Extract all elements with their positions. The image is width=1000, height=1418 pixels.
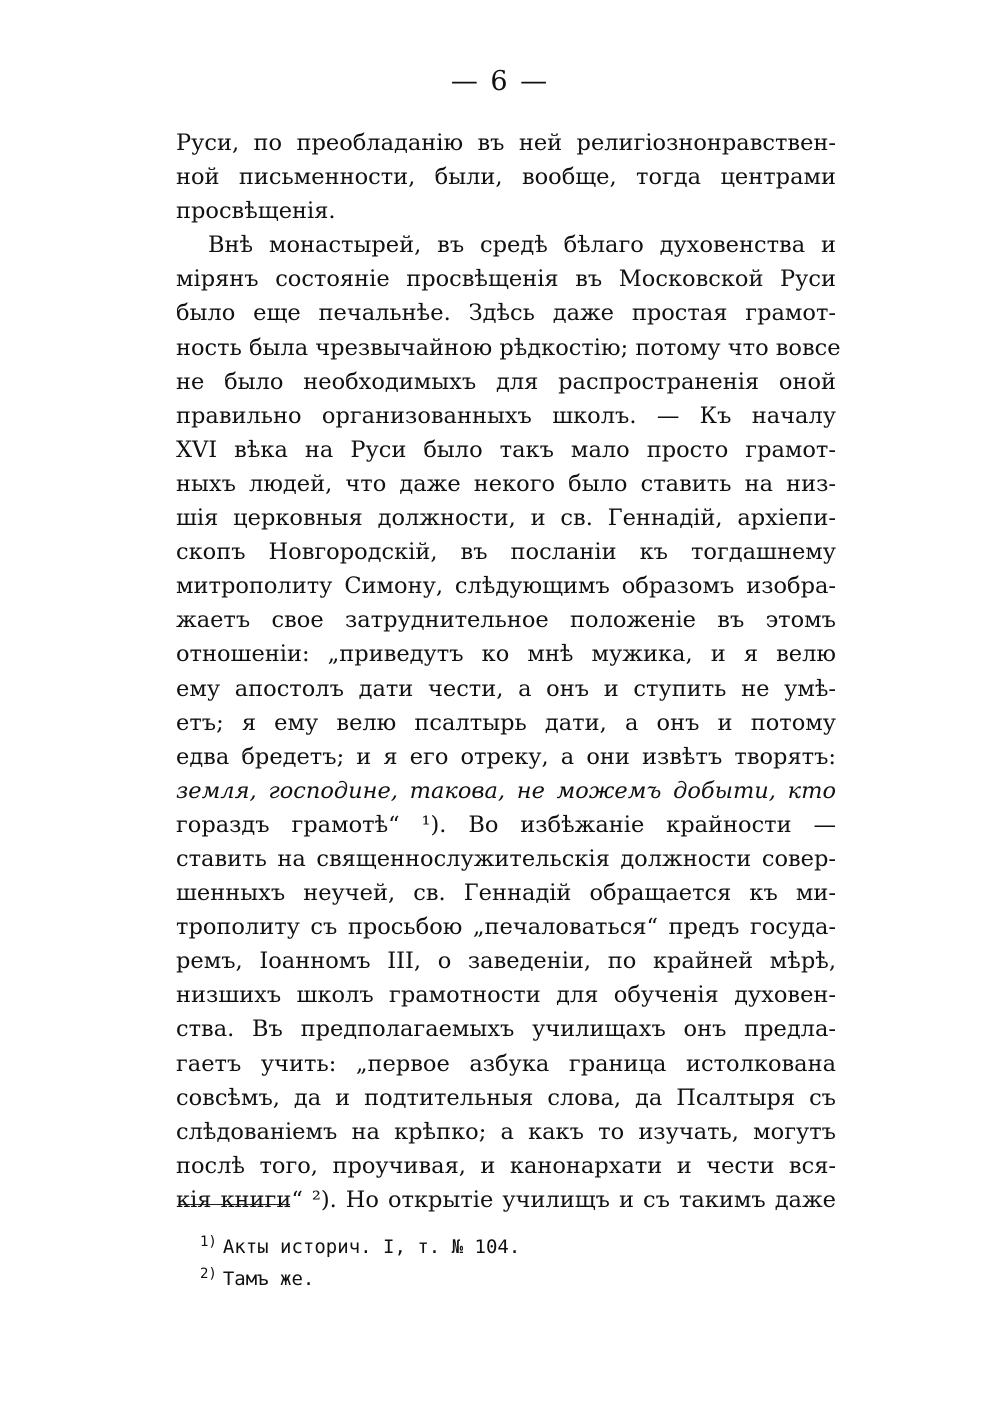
footnote-2 bbox=[200, 1258, 520, 1290]
text-line: низшихъ школъ грамотности для обученія духовен- bbox=[176, 982, 836, 1009]
text-line: шія церковныя должности, и св. Геннадій, архіепи- bbox=[176, 505, 836, 532]
text-line: шенныхъ неучей, св. Геннадій обращается къ ми- bbox=[176, 880, 836, 907]
page-number: — 6 — bbox=[450, 66, 550, 97]
text-line: ныхъ людей, что даже некого было ставить на низ- bbox=[176, 470, 836, 497]
text-line: ства. Въ предполагаемыхъ училищахъ онъ предла- bbox=[176, 1016, 836, 1043]
text-line: етъ; я ему велю псалтырь дати, а онъ и потому bbox=[176, 709, 836, 736]
text-line: Руси, по преобладанію въ ней религіознонравствен- bbox=[176, 130, 836, 156]
footnote-mark: 1) bbox=[200, 1234, 217, 1250]
paragraph-first-line: Внѣ монастырей, въ средѣ бѣлаго духовенства и bbox=[208, 232, 836, 259]
text-line: послѣ того, проучивая, и канонархати и чести вся- bbox=[176, 1152, 836, 1179]
text-line: жаетъ свое затруднительное положеніе въ этомъ bbox=[176, 607, 836, 634]
text-line: скопъ Новгородскій, въ посланіи къ тогдашнему bbox=[176, 539, 836, 566]
footnote-text: Акты историч. I, т. № 104. bbox=[222, 1236, 521, 1258]
text-line: совсѣмъ, да и подтительныя слова, да Псалтыря съ bbox=[176, 1084, 836, 1111]
quote-italic-line: земля, господине, такова, не можемъ добыти, кто bbox=[176, 777, 836, 804]
text-line: правильно организованныхъ школъ. — Къ началу bbox=[176, 402, 836, 429]
text-line: ставить на священнослужительскія должности совер- bbox=[176, 845, 836, 872]
text-line: отношеніи: „приведутъ ко мнѣ мужика, и я велю bbox=[176, 641, 836, 668]
text-line: гаетъ учить: „первое азбука граница истолкована bbox=[176, 1050, 836, 1077]
footnote-mark: 2) bbox=[200, 1266, 217, 1282]
text-line: ему апостолъ дати чести, а онъ и ступить не умѣ- bbox=[176, 675, 836, 702]
text-line: не было необходимыхъ для распространенія оной bbox=[176, 368, 836, 395]
text-line: ремъ, Іоанномъ III, о заведеніи, по крайней мѣрѣ, bbox=[176, 948, 836, 975]
text-line: трополиту съ просьбою „печаловаться“ предъ госуда- bbox=[176, 914, 836, 941]
footnote-text: Тамъ же. bbox=[222, 1268, 315, 1290]
text-line: мірянъ состояніе просвѣщенія въ Московской Руси bbox=[176, 266, 836, 293]
text-line: кія книги“ ²). Но открытіе училищъ и съ такимъ даже bbox=[176, 1186, 836, 1213]
footnote-divider bbox=[178, 1204, 290, 1205]
text-line: слѣдованіемъ на крѣпко; а какъ то изучать, могутъ bbox=[176, 1118, 836, 1145]
footnote-1 bbox=[200, 1226, 520, 1258]
text-line: просвѣщенія. bbox=[176, 198, 336, 225]
text-line: едва бредетъ; и я его отреку, а они извѣтъ творятъ: bbox=[176, 743, 836, 770]
text-line: гораздъ грамотѣ“ ¹). Во избѣжаніе крайности — bbox=[176, 811, 836, 838]
text-line: митрополиту Симону, слѣдующимъ образомъ изобра- bbox=[176, 573, 836, 600]
text-line: ность была чрезвычайною рѣдкостію; потому что вовсе bbox=[176, 334, 841, 361]
text-line: ной письменности, были, вообще, тогда центрами bbox=[176, 164, 836, 191]
text-line: было еще печальнѣе. Здѣсь даже простая грамот- bbox=[176, 300, 836, 327]
text-line: XVI вѣка на Руси было такъ мало просто грамот- bbox=[176, 436, 836, 463]
footnotes bbox=[200, 1226, 520, 1290]
main-text bbox=[176, 126, 841, 1217]
